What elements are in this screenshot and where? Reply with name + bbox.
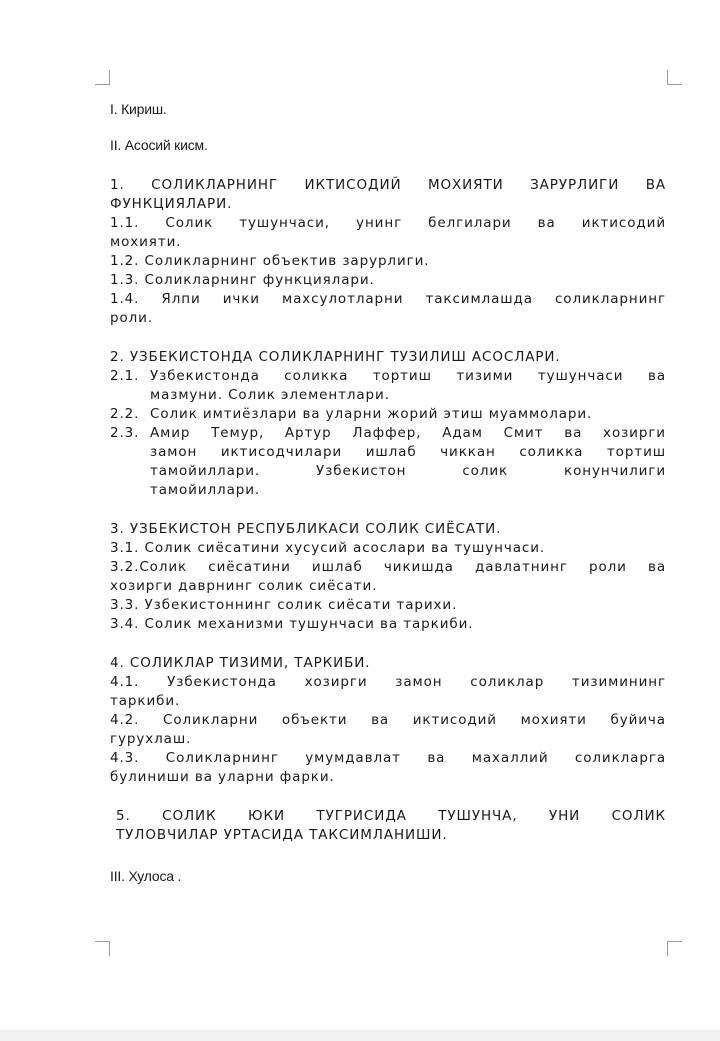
- item-2-3-text-cont: тамойиллари.: [150, 482, 261, 498]
- item-2-3-number: 2.3.: [110, 425, 140, 441]
- item-2-1-text-cont: мазмуни. Солик элементлари.: [150, 387, 390, 403]
- item-2-3-text-cont: тамойиллари. Узбекистон солик конунчилиги: [150, 463, 666, 479]
- corner-mark-bottom-right: [667, 941, 682, 956]
- item-2-3: [110, 424, 666, 500]
- item-4-2: 4.2. Соликларни объекти ва иктисодий мохияти буйича: [110, 712, 666, 728]
- heading-conclusion: III. Хулоса .: [110, 868, 182, 884]
- section-1-title-cont: ФУНКЦИЯЛАРИ.: [110, 196, 233, 212]
- item-4-1-cont: таркиби.: [110, 693, 181, 709]
- item-1-2: 1.2. Соликларнинг объектив зарурлиги.: [110, 253, 430, 269]
- section-5-title-cont: ТУЛОВЧИЛАР УРТАСИДА ТАКСИМЛАНИШИ.: [116, 827, 448, 843]
- item-3-4: 3.4. Солик механизми тушунчаси ва таркиби.: [110, 616, 474, 632]
- item-2-3-text: Амир Темур, Артур Лаффер, Адам Смит ва хозирги: [150, 425, 666, 441]
- item-3-2: 3.2.Солик сиёсатини ишлаб чикишда давлатнинг роли ва: [110, 559, 666, 575]
- item-2-1-number: 2.1.: [110, 368, 140, 384]
- item-3-3: 3.3. Узбекистоннинг солик сиёсати тарихи.: [110, 597, 458, 613]
- section-5-title: 5. СОЛИК ЮКИ ТУГРИСИДА ТУШУНЧА, УНИ СОЛИК: [116, 808, 666, 824]
- item-2-3-text-cont: замон иктисодчилари ишлаб чиккан соликка тортиш: [150, 444, 666, 460]
- item-2-2: [110, 405, 666, 424]
- item-1-1-cont: мохияти.: [110, 234, 182, 250]
- item-4-3-cont: булиниши ва уларни фарки.: [110, 769, 335, 785]
- heading-intro: I. Кириш.: [110, 101, 167, 117]
- corner-mark-top-right: [667, 70, 682, 85]
- section-2-title: 2. УЗБЕКИСТОНДА СОЛИКЛАРНИНГ ТУЗИЛИШ АСОСЛАРИ.: [110, 349, 561, 365]
- section-5: [110, 807, 666, 845]
- item-1-1: 1.1. Солик тушунчаси, унинг белгилари ва иктисодий: [110, 215, 666, 231]
- corner-mark-bottom-left: [95, 941, 110, 956]
- section-4: [110, 654, 666, 787]
- item-2-1-text: Узбекистонда соликка тортиш тизими тушунчаси ва: [150, 368, 666, 384]
- item-2-2-text: Солик имтиёзлари ва уларни жорий этиш муаммолари.: [150, 406, 593, 422]
- item-3-2-cont: хозирги даврнинг солик сиёсати.: [110, 578, 378, 594]
- corner-mark-top-left: [95, 70, 110, 85]
- section-3: [110, 520, 666, 634]
- section-1: [110, 176, 666, 328]
- item-4-1: 4.1. Узбекистонда хозирги замон соликлар тизимининг: [110, 674, 666, 690]
- section-2: [110, 348, 666, 500]
- item-4-2-cont: гурухлаш.: [110, 731, 192, 747]
- table-of-contents: [110, 100, 666, 885]
- section-3-title: 3. УЗБЕКИСТОН РЕСПУБЛИКАСИ СОЛИК СИЁСАТИ.: [110, 521, 502, 537]
- heading-main-part: II. Асосий кисм.: [110, 137, 208, 153]
- item-2-2-number: 2.2.: [110, 406, 140, 422]
- item-2-1: [110, 367, 666, 405]
- section-1-title: 1. СОЛИКЛАРНИНГ ИКТИСОДИЙ МОХИЯТИ ЗАРУРЛИГИ ВА: [110, 177, 666, 193]
- section-4-title: 4. СОЛИКЛАР ТИЗИМИ, ТАРКИБИ.: [110, 655, 371, 671]
- item-3-1: 3.1. Солик сиёсатини хусусий асослари ва тушунчаси.: [110, 540, 546, 556]
- item-1-3: 1.3. Соликларнинг функциялари.: [110, 272, 375, 288]
- item-4-3: 4.3. Соликларнинг умумдавлат ва махаллий соликларга: [110, 750, 666, 766]
- item-1-4-cont: роли.: [110, 310, 154, 326]
- item-1-4: 1.4. Ялпи ички махсулотларни таксимлашда соликларнинг: [110, 291, 666, 307]
